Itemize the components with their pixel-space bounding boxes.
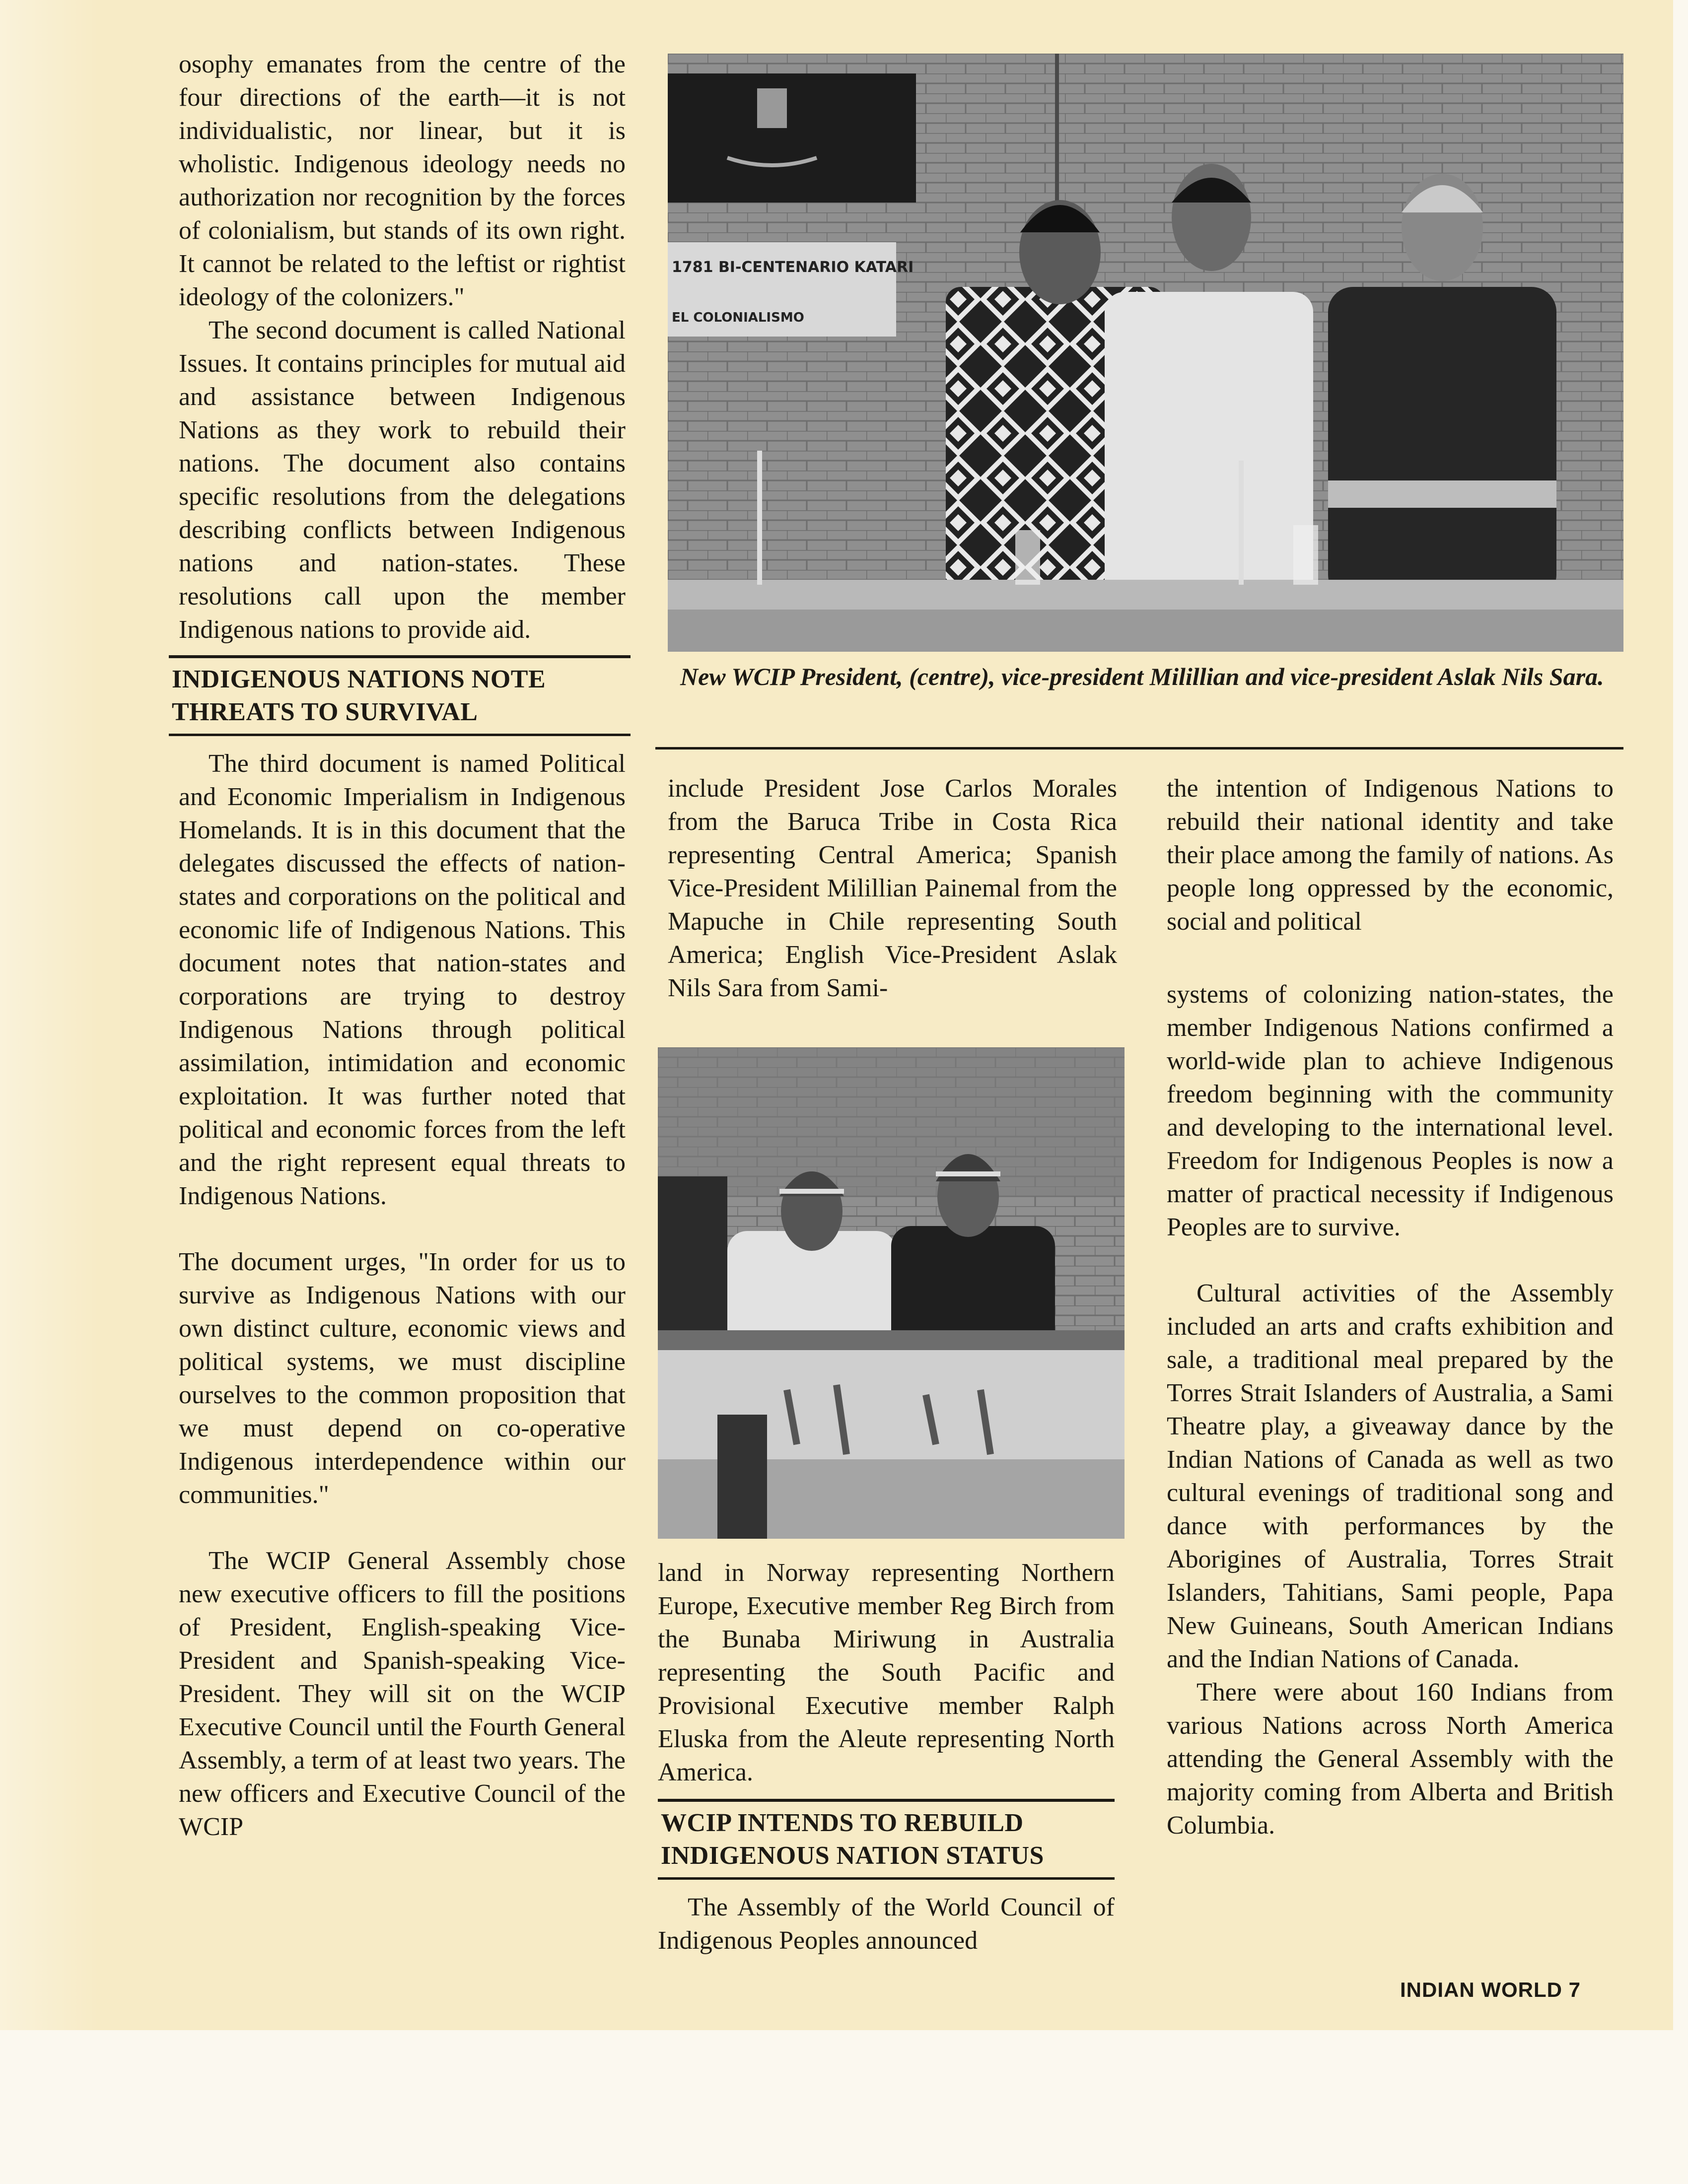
paragraph: the intention of Indigenous Nations to rebuild their national identity and take their place among the family of nations. As people long oppressed by the economic, social and political: [1167, 774, 1614, 936]
section-heading: WCIP INTENDS TO REBUILD INDIGENOUS NATION STATUS: [658, 1799, 1115, 1880]
column-2-bottom: [658, 1556, 1115, 1957]
paragraph: land in Norway representing Northern Europe, Executive member Reg Birch from the Bunaba Miriwung in Australia representing the South Pacific and Provisional Executive member Ralph Eluska from the Aleute representing North America.: [658, 1559, 1115, 1786]
paragraph: The Assembly of the World Council of Indigenous Peoples announced: [658, 1893, 1115, 1955]
column-1: [172, 48, 626, 1843]
paragraph: The second document is called National Issues. It contains principles for mutual aid and assistance between Indigenous Nations as they work to rebuild their nations. The document also contains specific resolutions from the delegations describing conflicts between Indigenous nations and nation-states. These resolutions call upon the member Indigenous nations to provide aid.: [179, 316, 626, 644]
divider: [655, 747, 1623, 750]
paragraph: osophy emanates from the centre of the four directions of the earth—it is not individualistic, nor linear, but it is wholistic. Indigenous ideology needs no authorization nor recognition by the forces of colonialism, but stands of its own right. It cannot be related to the leftist or rightist ideology of the colonizers.": [179, 50, 626, 311]
photo-wcip-officers: [668, 54, 1623, 652]
paragraph: The WCIP General Assembly chose new executive officers to fill the positions of President, English-speaking Vice-President and Spanish-speaking Vice-President. They will sit on the WCIP Executive Council until the Fourth General Assembly, a term of at least two years. The new officers and Executive Council of the WCIP: [179, 1547, 626, 1841]
paragraph: The third document is named Political and Economic Imperialism in Indigenous Homelands. It is in this document that the delegates discussed the effects of nation-states and corporations on the political and economic life of Indigenous Nations. This document notes that nation-states and corporations are trying to destroy Indigenous Nations through political assimilation, intimidation and economic exploitation. It was further noted that political and economic forces from the left and the right represent equal threats to Indigenous Nations.: [179, 750, 626, 1210]
paragraph: Cultural activities of the Assembly included an arts and crafts exhibition and sale, a traditional meal prepared by the Torres Strait Islanders of Australia, a Sami Theatre play, a giveaway dance by the Indian Nations of Canada as well as two cultural evenings of traditional song and dance with performances by the Aborigines of Australia, Torres Strait Islanders, Tahitians, Sami people, Papa New Guineans, South American Indians and the Indian Nations of Canada.: [1167, 1279, 1614, 1673]
paragraph: systems of colonizing nation-states, the member Indigenous Nations confirmed a world-wide plan to achieve Indigenous freedom beginning with the community and developing to the international level. Freedom for Indigenous Peoples is now a matter of practical necessity if Indigenous Peoples are to survive.: [1167, 980, 1614, 1241]
banner-text-2: EL COLONIALISMO: [672, 310, 804, 325]
column-3: [1167, 772, 1614, 1842]
column-2-top: [668, 772, 1117, 1005]
paragraph: The document urges, "In order for us to survive as Indigenous Nations with our own distinct culture, economic views and political systems, we must discipline ourselves to the common proposition that we must depend on co-operative Indigenous interdependence within our communities.": [179, 1248, 626, 1509]
photo-delegates: [658, 1047, 1125, 1539]
photo-wcip-officers-image: [668, 54, 1623, 652]
page-footer: INDIAN WORLD 7: [1400, 1978, 1581, 2001]
photo-delegates-image: [658, 1047, 1125, 1539]
photo-caption: New WCIP President, (centre), vice-president Milillian and vice-president Aslak Nils Sara.: [680, 663, 1604, 690]
banner-text: 1781 BI-CENTENARIO KATARI: [672, 259, 914, 276]
paragraph: include President Jose Carlos Morales from the Baruca Tribe in Costa Rica representing Central America; Spanish Vice-President Milillian Painemal from the Mapuche in Chile representing South America; English Vice-President Aslak Nils Sara from Sami-: [668, 774, 1117, 1002]
paragraph: There were about 160 Indians from various Nations across North America attending the General Assembly with the majority coming from Alberta and British Columbia.: [1167, 1678, 1614, 1840]
section-heading: INDIGENOUS NATIONS NOTE THREATS TO SURVIVAL: [169, 655, 631, 736]
